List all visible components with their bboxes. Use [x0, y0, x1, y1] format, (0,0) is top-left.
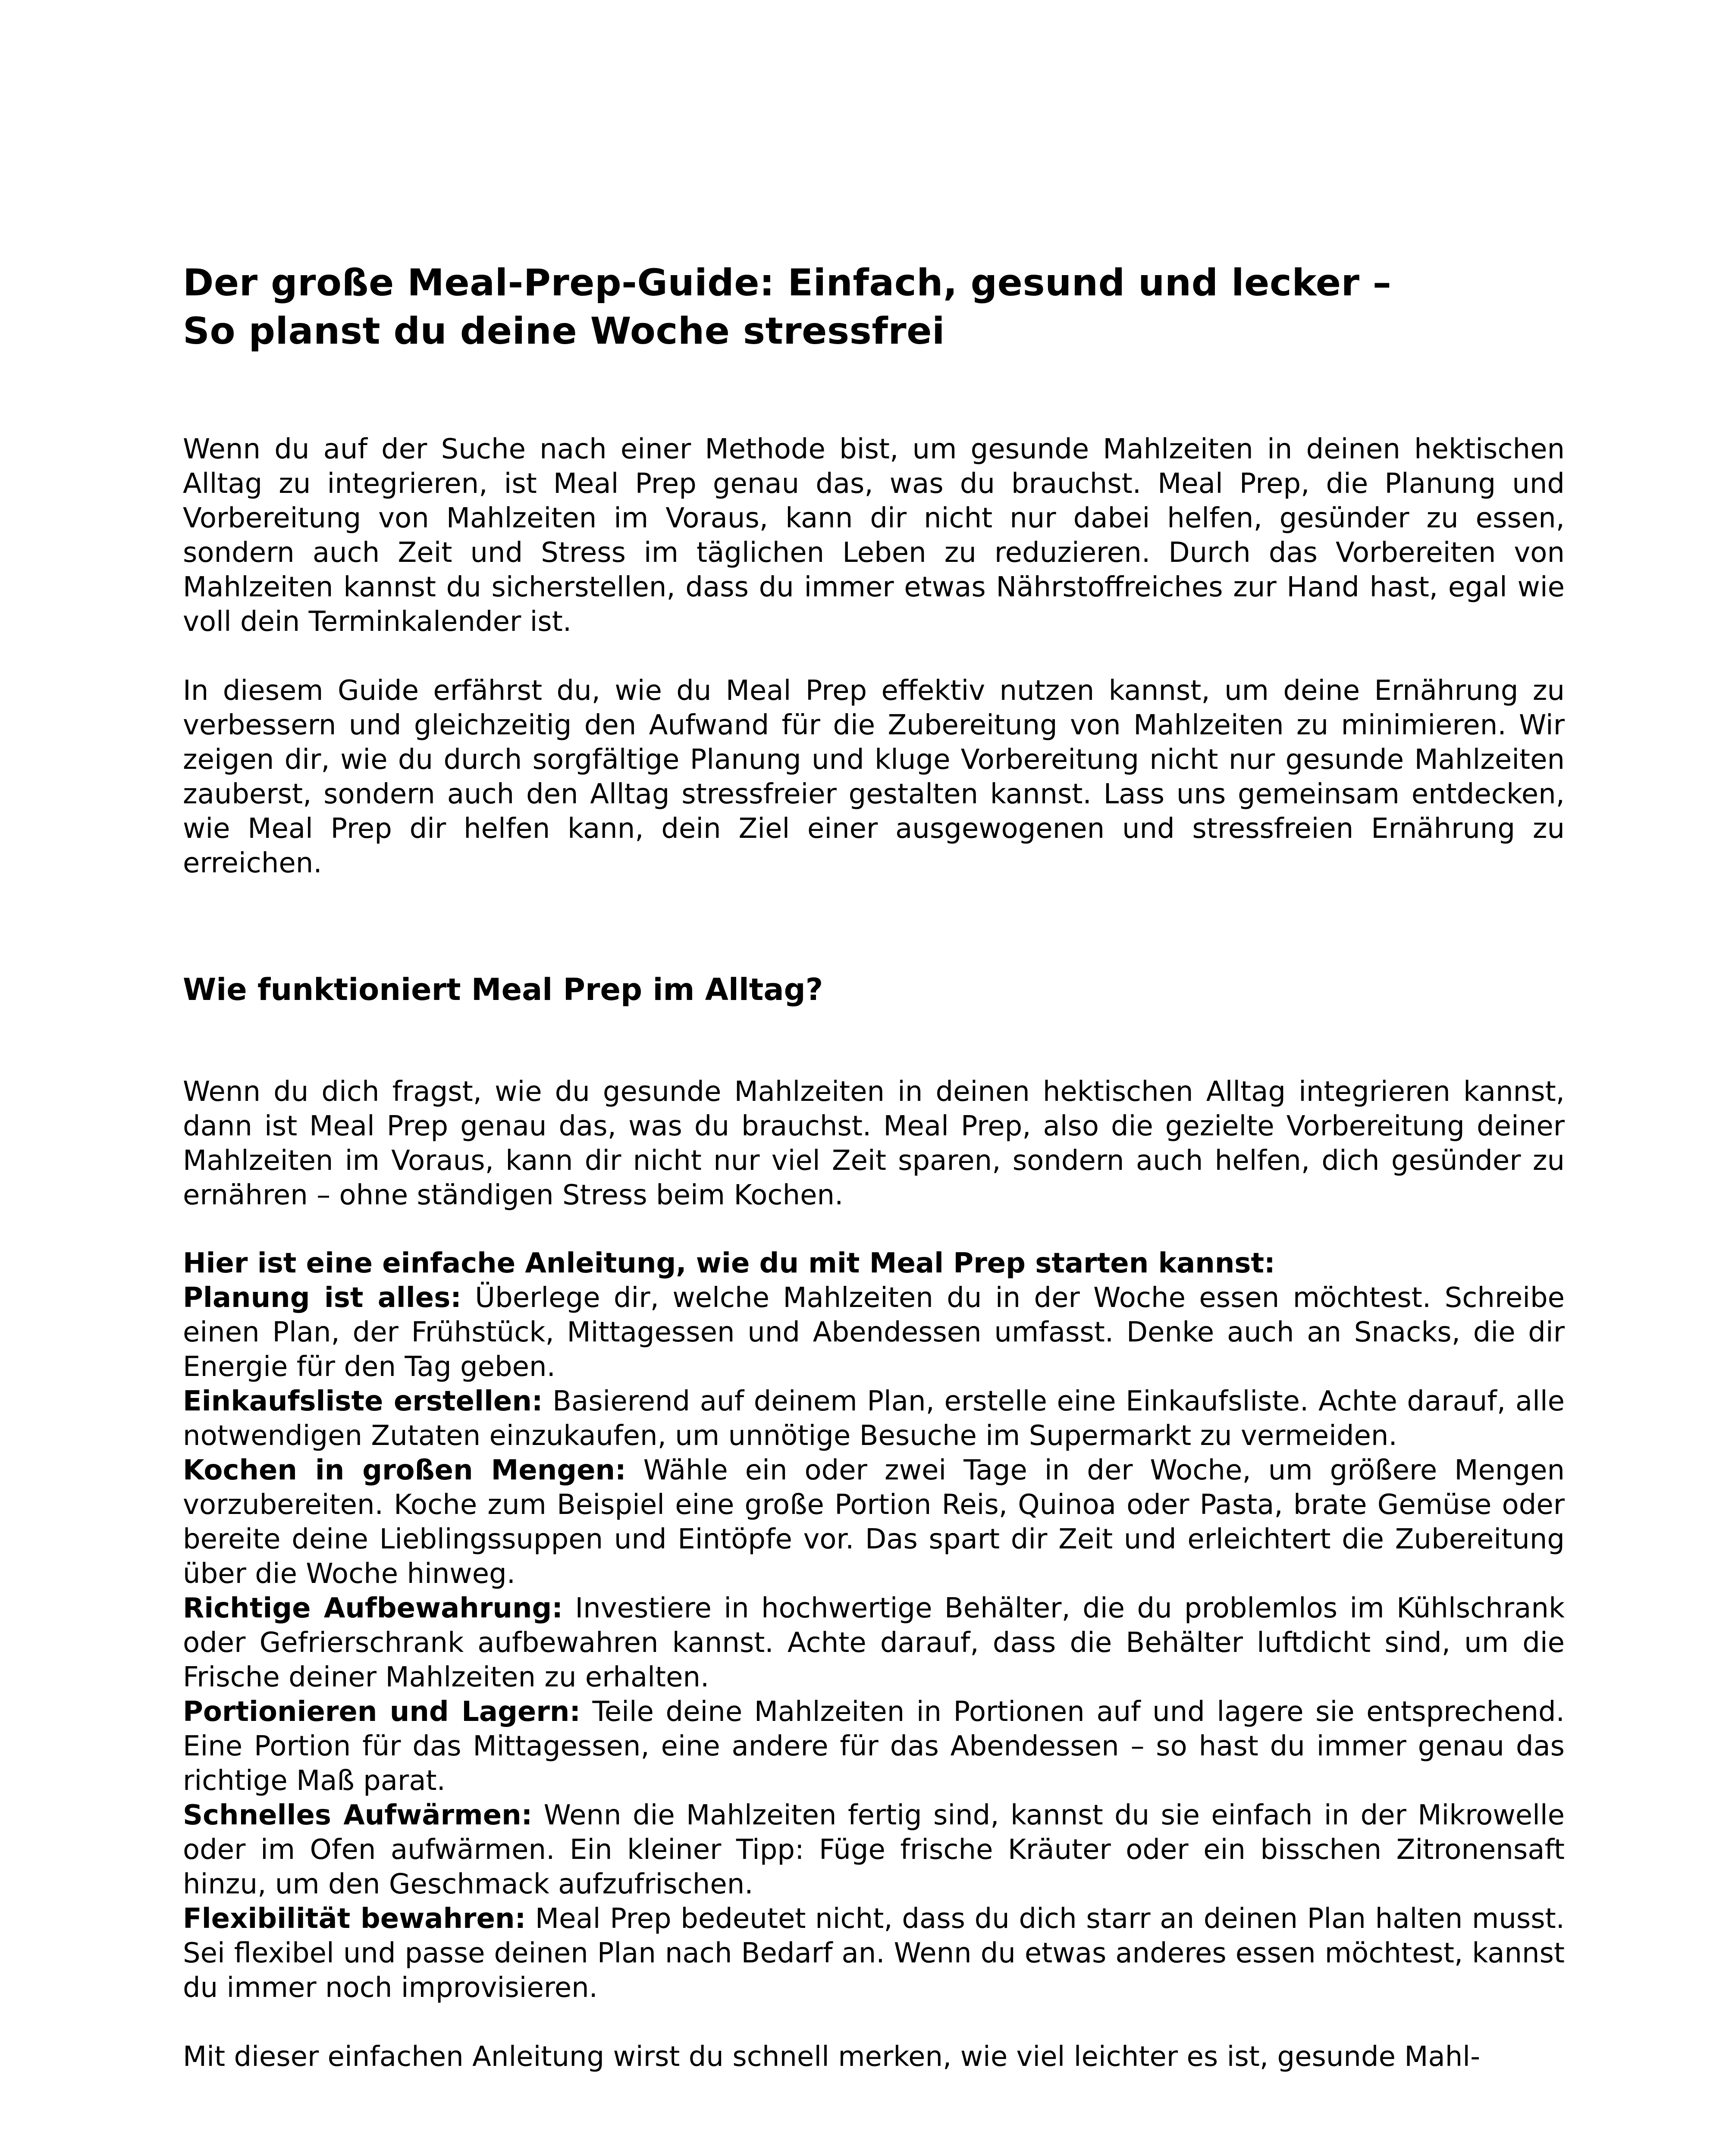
section-heading: Wie funktioniert Meal Prep im Alltag? — [183, 972, 823, 1007]
step-paragraph — [183, 1902, 1565, 2005]
step-paragraph — [183, 1384, 1565, 1453]
title-line-2: So planst du deine Woche stressfrei — [183, 310, 945, 353]
step-text: Teile deine Mahlzeiten in Portionen auf und lagere sie entsprechend. Eine Portion für das Mittagessen, eine andere für das Abendessen – so hast du immer genau das richtige Maß parat. — [183, 1696, 1565, 1797]
step-text: Basierend auf deinem Plan, erstelle eine Einkaufsliste. Achte darauf, alle notwendigen Zutaten einzukaufen, um unnötige Besuche im Supermarkt zu vermeiden. — [183, 1385, 1565, 1452]
intro-paragraph-1: Wenn du auf der Suche nach einer Methode bist, um gesunde Mahlzeiten in deinen hektischen Alltag zu integrieren, ist Meal Prep genau das, was du brauchst. Meal Prep, die Planung und Vorbereitung von Mahlzeiten im Voraus, kann dir nicht nur dabei helfen, gesünder zu essen, sondern auch Zeit und Stress im täglichen Leben zu reduzieren. Durch das Vorbereiten von Mahlzeiten kannst du sicherstellen, dass du immer etwas Nährstoffreiches zur Hand hast, egal wie voll dein Terminkalender ist. — [183, 433, 1565, 638]
step-text: Wähle ein oder zwei Tage in der Woche, um größere Mengen vorzubereiten. Koche zum Beispiel eine große Portion Reis, Quinoa oder Pasta, brate Gemüse oder bereite deine Lieblingssuppen und Eintöpfe vor. Das spart dir Zeit und erleichtert die Zubereitung über die Woche hinweg. — [183, 1454, 1565, 1590]
step-label: Planung ist alles: — [183, 1282, 461, 1314]
step-label: Richtige Aufbewahrung: — [183, 1592, 563, 1624]
title-line-1: Der große Meal-Prep-Guide: Einfach, gesund und lecker – — [183, 261, 1392, 304]
step-label: Schnelles Aufwärmen: — [183, 1799, 533, 1831]
page-title — [183, 259, 1565, 355]
step-text: Investiere in hochwertige Behälter, die du problemlos im Kühlschrank oder Gefrierschrank aufbewahren kannst. Achte darauf, dass die Behälter luftdicht sind, um die Frische deiner Mahlzeiten zu erhalten. — [183, 1592, 1565, 1693]
step-label: Flexibilität bewahren: — [183, 1903, 526, 1935]
step-label: Portionieren und Lagern: — [183, 1696, 581, 1728]
step-paragraph — [183, 1695, 1565, 1798]
step-paragraph — [183, 1591, 1565, 1695]
step-paragraph — [183, 1281, 1565, 1384]
step-paragraph — [183, 1453, 1565, 1591]
page-content — [183, 259, 1565, 2074]
closing-line: Mit dieser einfachen Anleitung wirst du schnell merken, wie viel leichter es ist, gesunde Mahl- — [183, 2041, 1481, 2073]
intro-paragraph-2: In diesem Guide erfährst du, wie du Meal Prep effektiv nutzen kannst, um deine Ernährung zu verbessern und gleichzeitig den Aufwand für die Zubereitung von Mahlzeiten zu minimieren. Wir zeigen dir, wie du durch sorgfältige Planung und kluge Vorbereitung nicht nur gesunde Mahlzeiten zauberst, sondern auch den Alltag stressfreier gestalten kannst. Lass uns gemeinsam entdecken, wie Meal Prep dir helfen kann, dein Ziel einer ausgewogenen und stressfreien Ernährung zu erreichen. — [183, 675, 1565, 879]
step-text: Überlege dir, welche Mahlzeiten du in der Woche essen möchtest. Schreibe einen Plan, der Frühstück, Mittagessen und Abendessen umfasst. Denke auch an Snacks, die dir Energie für den Tag geben. — [183, 1282, 1565, 1383]
step-label: Kochen in großen Mengen: — [183, 1454, 626, 1486]
howto-heading: Hier ist eine einfache Anleitung, wie du mit Meal Prep starten kannst: — [183, 1247, 1275, 1279]
step-text: Wenn die Mahlzeiten fertig sind, kannst du sie einfach in der Mikrowelle oder im Ofen aufwärmen. Ein kleiner Tipp: Füge frische Kräuter oder ein bisschen Zitronensaft hinzu, um den Geschmack aufzufrischen. — [183, 1799, 1565, 1900]
step-paragraph — [183, 1798, 1565, 1902]
step-label: Einkaufsliste erstellen: — [183, 1385, 543, 1417]
step-text: Meal Prep bedeutet nicht, dass du dich starr an deinen Plan halten musst. Sei flexibel und passe deinen Plan nach Bedarf an. Wenn du etwas anderes essen möchtest, kannst du immer noch improvisieren. — [183, 1903, 1565, 2004]
section-lead-paragraph: Wenn du dich fragst, wie du gesunde Mahlzeiten in deinen hektischen Alltag integrieren kannst, dann ist Meal Prep genau das, was du brauchst. Meal Prep, also die gezielte Vorbereitung deiner Mahlzeiten im Voraus, kann dir nicht nur viel Zeit sparen, sondern auch helfen, dich gesünder zu ernähren – ohne ständigen Stress beim Kochen. — [183, 1076, 1565, 1211]
